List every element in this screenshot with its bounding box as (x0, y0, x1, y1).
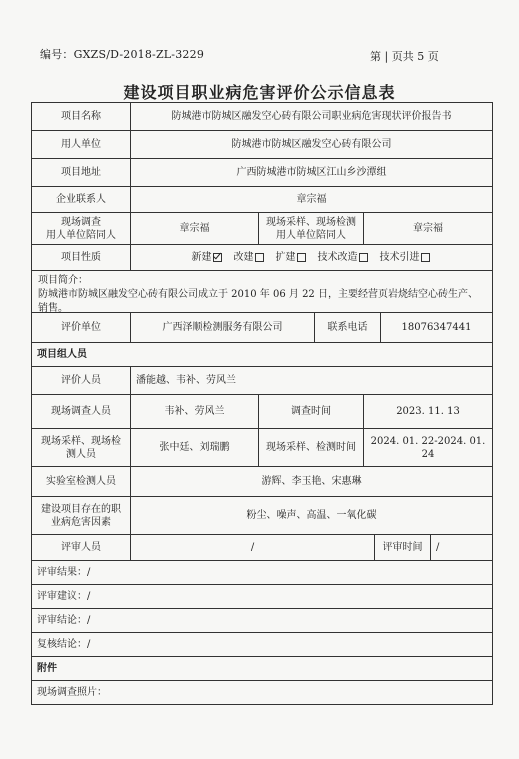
sampling-accompany-value: 章宗福 (363, 213, 492, 244)
row-intro (32, 271, 492, 313)
evaluators-label: 评价人员 (61, 375, 101, 386)
info-table (31, 102, 493, 705)
employer-value: 防城港市防城区融发空心砖有限公司 (130, 131, 492, 158)
sampling-accompany-label: 现场采样、现场检测 用人单位陪同人 (258, 213, 363, 244)
survey-time-label: 调查时间 (258, 395, 363, 428)
nature-options (130, 245, 492, 270)
intro-text: 防城港市防城区融发空心砖有限公司成立于 2010 年 06 月 22 日，主要经营页岩烧结空心砖生产、销售。 (38, 289, 478, 314)
review-time-value: / (430, 535, 492, 560)
page-number: 第 | 页共 5 页 (370, 50, 439, 63)
evaluator-label: 评价单位 (61, 322, 101, 333)
checkbox-icon[interactable] (255, 253, 264, 262)
survey-value: 韦补、劳风兰 (130, 395, 258, 428)
option-tech-import-label: 技术引进 (379, 252, 420, 263)
row-employer (32, 131, 492, 159)
checkbox-icon[interactable] (359, 253, 368, 262)
option-tech-upgrade-label: 技术改造 (317, 252, 358, 263)
lab-value: 游辉、李玉艳、宋惠琳 (130, 467, 492, 496)
row-review-conclusion (32, 609, 492, 633)
hazards-value: 粉尘、噪声、高温、一氧化碳 (130, 497, 492, 534)
survey-accompany-label: 现场调查 用人单位陪同人 (46, 216, 116, 241)
phone-value: 18076347441 (380, 313, 492, 342)
row-review-result (32, 561, 492, 585)
row-photos (32, 681, 492, 704)
option-expand-label: 扩建 (275, 252, 296, 263)
row-recheck-conclusion (32, 633, 492, 657)
review-time-label: 评审时间 (374, 535, 430, 560)
row-lab (32, 467, 492, 497)
checkbox-icon[interactable] (421, 253, 430, 262)
review-conclusion: 评审结论：/ (37, 615, 91, 626)
row-address (32, 159, 492, 187)
row-accompany (32, 213, 492, 245)
reviewer-label: 评审人员 (61, 542, 101, 553)
project-name-value: 防城港市防城区融发空心砖有限公司职业病危害现状评价报告书 (130, 103, 492, 130)
phone-label: 联系电话 (314, 313, 380, 342)
document-number: 编号：GXZS/D-2018-ZL-3229 (40, 48, 205, 61)
row-survey (32, 395, 492, 429)
option-rebuild-label: 改建 (233, 252, 254, 263)
row-contact (32, 187, 492, 213)
hazards-label: 建设项目存在的职 业病危害因素 (41, 503, 121, 528)
option-rebuild[interactable] (234, 251, 266, 264)
review-result: 评审结果：/ (37, 567, 91, 578)
reviewer-value: / (130, 535, 374, 560)
row-nature (32, 245, 492, 271)
project-name-label: 项目名称 (61, 111, 101, 122)
survey-label: 现场调查人员 (51, 406, 111, 417)
photos-label: 现场调查照片： (37, 687, 107, 698)
document-title: 建设项目职业病危害评价公示信息表 (123, 83, 396, 102)
contact-value: 章宗福 (130, 187, 492, 212)
evaluator-value: 广西泽顺检测服务有限公司 (130, 313, 314, 342)
survey-accompany-value: 章宗福 (130, 213, 258, 244)
nature-label: 项目性质 (61, 252, 101, 263)
attachment-header: 附件 (37, 663, 57, 674)
employer-label: 用人单位 (61, 139, 101, 150)
intro-label: 项目简介： (38, 275, 88, 286)
option-tech-upgrade[interactable] (318, 251, 370, 264)
checked-box-icon[interactable] (213, 253, 222, 262)
row-project-name (32, 103, 492, 131)
checkbox-icon[interactable] (297, 253, 306, 262)
address-value: 广西防城港市防城区江山乡沙潭组 (130, 159, 492, 186)
evaluators-value: 潘能越、韦补、劳风兰 (130, 367, 492, 394)
option-new-build-label: 新建 (191, 252, 212, 263)
recheck-conclusion: 复核结论：/ (37, 639, 91, 650)
contact-label: 企业联系人 (56, 194, 106, 205)
lab-label: 实验室检测人员 (46, 476, 116, 487)
row-review-advice (32, 585, 492, 609)
row-attachment (32, 657, 492, 681)
address-label: 项目地址 (61, 167, 101, 178)
survey-time-value: 2023. 11. 13 (363, 395, 492, 428)
sampling-time-value: 2024. 01. 22-2024. 01. 24 (363, 429, 492, 466)
review-advice: 评审建议：/ (37, 591, 91, 602)
team-header: 项目组人员 (37, 349, 87, 360)
row-sampling (32, 429, 492, 467)
row-evaluators (32, 367, 492, 395)
sampling-value: 张中廷、刘瑞鹏 (130, 429, 258, 466)
row-reviewer (32, 535, 492, 561)
option-tech-import[interactable] (380, 251, 432, 264)
option-new-build[interactable] (192, 251, 224, 264)
row-team-header (32, 343, 492, 367)
row-evaluator (32, 313, 492, 343)
option-expand[interactable] (276, 251, 308, 264)
row-hazards (32, 497, 492, 535)
sampling-time-label: 现场采样、检测时间 (258, 429, 363, 466)
sampling-label: 现场采样、现场检 测人员 (41, 435, 121, 460)
